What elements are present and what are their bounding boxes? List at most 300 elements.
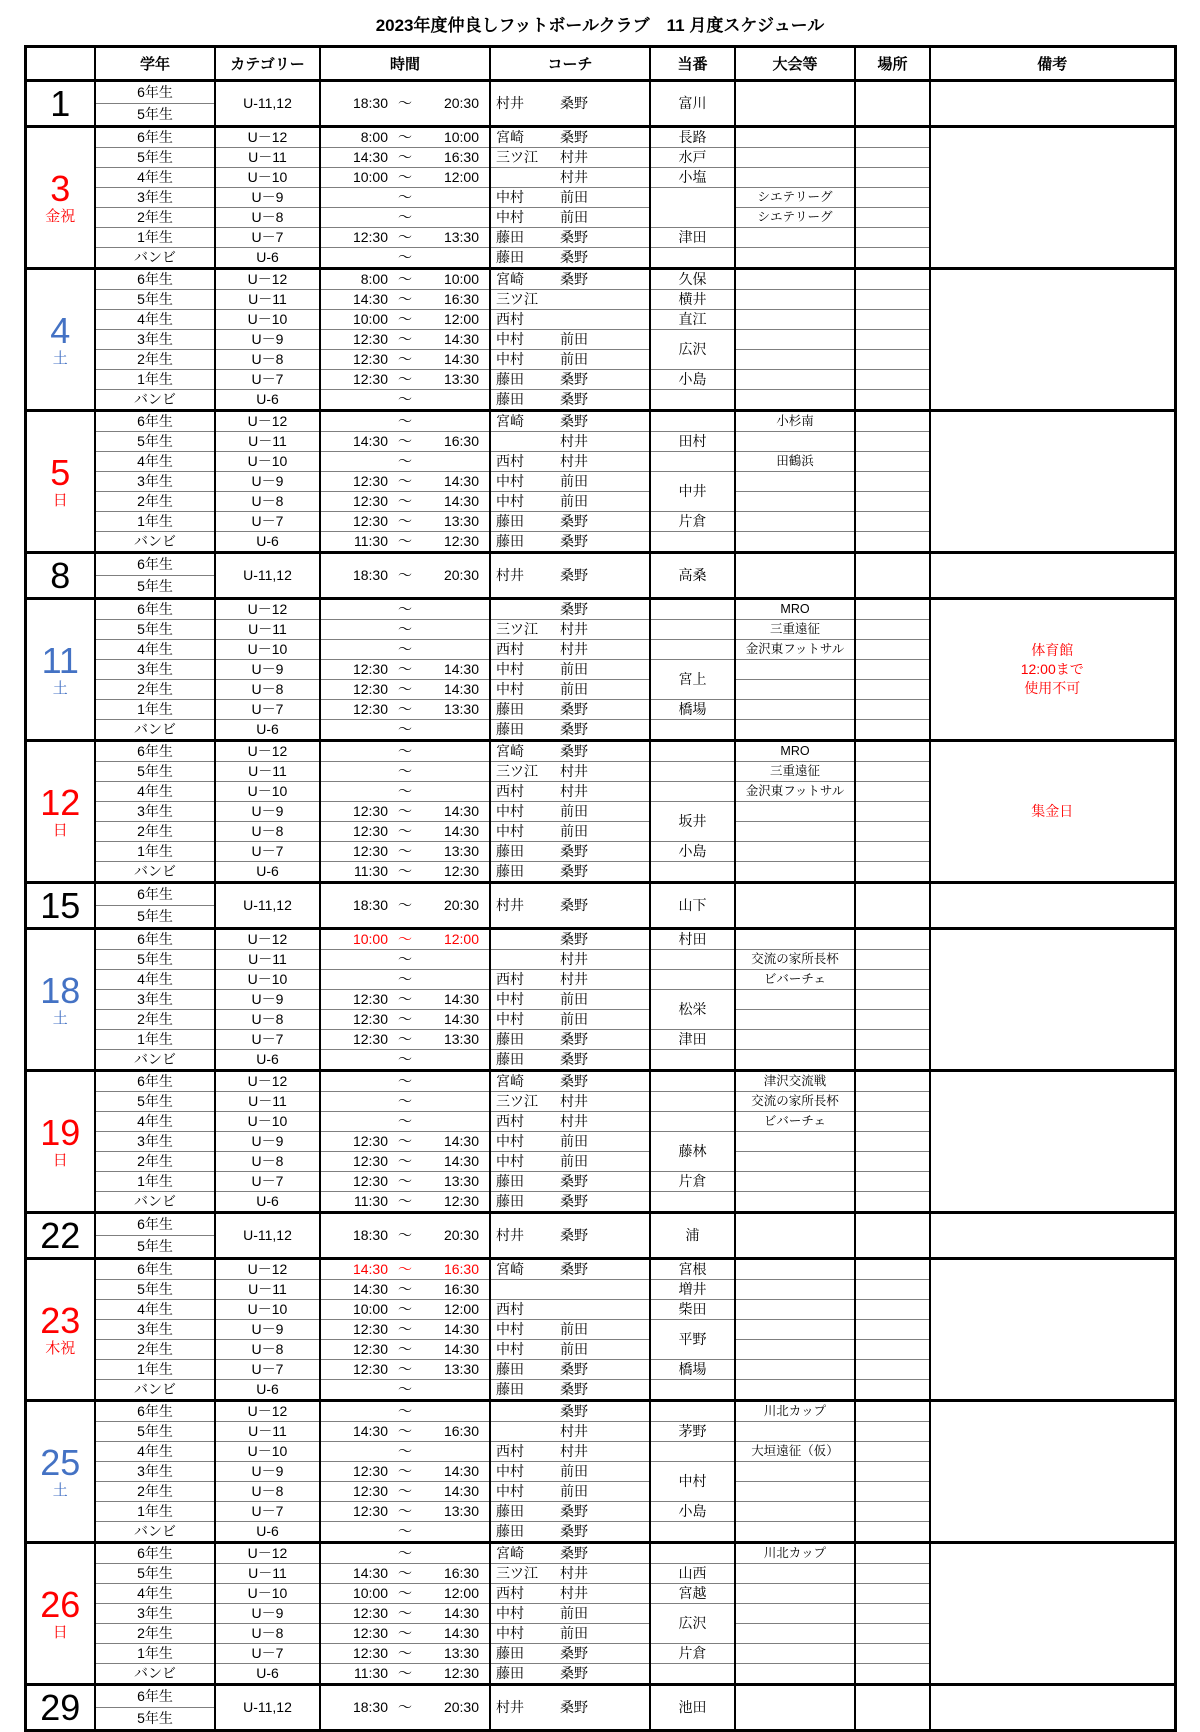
duty-cell xyxy=(650,762,735,782)
time-separator: ～ xyxy=(398,473,412,490)
place-cell xyxy=(855,330,930,350)
grade-cell: 5年生 xyxy=(95,432,215,452)
time-range xyxy=(321,292,489,307)
event-cell xyxy=(735,720,855,741)
place-cell xyxy=(855,1280,930,1300)
duty-cell xyxy=(650,532,735,553)
time-range xyxy=(321,96,489,111)
grade-cell: 5年生 xyxy=(95,1564,215,1584)
grade-cell: 1年生 xyxy=(95,370,215,390)
time-cell xyxy=(320,390,490,411)
date-number: 22 xyxy=(40,1214,81,1256)
coach-name-2: 前田 xyxy=(560,823,588,840)
grade-cell: 1年生 xyxy=(95,1030,215,1050)
duty-cell xyxy=(650,1050,735,1071)
time-separator: ～ xyxy=(398,1093,412,1110)
coach-name-2: 前田 xyxy=(560,681,588,698)
time-end: 13:30 xyxy=(443,229,479,246)
place-cell xyxy=(855,782,930,802)
duty-cell: 橋場 xyxy=(650,1360,735,1380)
coach-name-1: 藤田 xyxy=(496,1665,524,1682)
coach-name-1: 藤田 xyxy=(496,371,524,388)
time-end: 14:30 xyxy=(443,1483,479,1500)
remarks-cell xyxy=(930,1071,1175,1213)
time-separator: ～ xyxy=(398,1645,412,1662)
time-end: 13:30 xyxy=(443,1503,479,1520)
coach-names xyxy=(491,622,649,637)
event-cell: MRO xyxy=(735,599,855,620)
coach-cell xyxy=(490,1340,650,1360)
coach-name-1: 西村 xyxy=(496,1585,524,1602)
time-cell xyxy=(320,1624,490,1644)
coach-cell xyxy=(490,310,650,330)
place-cell xyxy=(855,452,930,472)
time-cell xyxy=(320,472,490,492)
time-start: 12:30 xyxy=(352,843,388,860)
coach-names xyxy=(491,514,649,529)
coach-cell xyxy=(490,950,650,970)
event-cell: シエテリーグ xyxy=(735,188,855,208)
time-cell xyxy=(320,700,490,720)
event-cell xyxy=(735,660,855,680)
coach-cell xyxy=(490,822,650,842)
coach-name-2: 桑野 xyxy=(560,1523,588,1540)
coach-name-1: 三ツ江 xyxy=(496,1093,538,1110)
time-end: 12:30 xyxy=(443,1193,479,1210)
time-range xyxy=(321,1382,489,1397)
time-cell xyxy=(320,452,490,472)
time-end: 14:30 xyxy=(443,1341,479,1358)
grade-cell: 6年生 xyxy=(95,883,215,906)
coach-cell xyxy=(490,929,650,950)
coach-cell xyxy=(490,228,650,248)
time-cell xyxy=(320,350,490,370)
category-cell: U－11 xyxy=(215,620,320,640)
time-end: 14:30 xyxy=(443,661,479,678)
time-range xyxy=(321,952,489,967)
time-range xyxy=(321,1262,489,1277)
coach-name-1: 宮崎 xyxy=(496,1261,524,1278)
coach-name-2: 桑野 xyxy=(560,1193,588,1210)
coach-names xyxy=(491,1262,649,1277)
time-start: 8:00 xyxy=(360,129,388,146)
coach-cell xyxy=(490,620,650,640)
time-cell xyxy=(320,168,490,188)
time-range xyxy=(321,662,489,677)
grade-cell: 2年生 xyxy=(95,1340,215,1360)
remarks-cell xyxy=(930,1401,1175,1543)
category-cell: U－8 xyxy=(215,350,320,370)
duty-cell xyxy=(650,1664,735,1685)
coach-names xyxy=(491,1322,649,1337)
time-start: 10:00 xyxy=(352,1585,388,1602)
place-cell xyxy=(855,1380,930,1401)
category-cell: U－8 xyxy=(215,1482,320,1502)
grade-cell: 3年生 xyxy=(95,1132,215,1152)
event-cell xyxy=(735,862,855,883)
place-cell xyxy=(855,1152,930,1172)
time-end: 14:30 xyxy=(443,1321,479,1338)
coach-cell xyxy=(490,1685,650,1731)
time-range xyxy=(321,764,489,779)
coach-cell xyxy=(490,1259,650,1280)
place-cell xyxy=(855,1564,930,1584)
time-end: 12:00 xyxy=(443,169,479,186)
grade-cell: 1年生 xyxy=(95,1644,215,1664)
coach-names xyxy=(491,844,649,859)
coach-cell xyxy=(490,1030,650,1050)
time-separator: ～ xyxy=(398,1073,412,1090)
category-cell: U－9 xyxy=(215,660,320,680)
time-cell xyxy=(320,1172,490,1192)
remarks-line: 体育館 xyxy=(1031,642,1074,659)
grade-cell: 5年生 xyxy=(95,1280,215,1300)
place-cell xyxy=(855,950,930,970)
event-cell: 三重遠征 xyxy=(735,762,855,782)
place-cell xyxy=(855,1482,930,1502)
coach-cell xyxy=(490,970,650,990)
grade-cell: バンビ xyxy=(95,1380,215,1401)
duty-cell xyxy=(650,188,735,228)
grade-cell: 4年生 xyxy=(95,1442,215,1462)
event-cell xyxy=(735,1584,855,1604)
coach-cell xyxy=(490,1584,650,1604)
remarks-cell xyxy=(930,269,1175,411)
grade-cell: バンビ xyxy=(95,532,215,553)
time-cell xyxy=(320,929,490,950)
time-separator: ～ xyxy=(398,1321,412,1338)
coach-cell xyxy=(490,411,650,432)
schedule-row xyxy=(25,599,1175,620)
grade-cell: 3年生 xyxy=(95,1462,215,1482)
coach-cell xyxy=(490,660,650,680)
grade-cell: 2年生 xyxy=(95,822,215,842)
time-separator: ～ xyxy=(398,681,412,698)
time-separator: ～ xyxy=(398,1443,412,1460)
duty-cell xyxy=(650,1543,735,1564)
coach-name-1: 中村 xyxy=(496,661,524,678)
time-start: 8:00 xyxy=(360,271,388,288)
event-cell xyxy=(735,1030,855,1050)
category-cell: U－8 xyxy=(215,1340,320,1360)
place-cell xyxy=(855,1172,930,1192)
coach-name-2: 桑野 xyxy=(560,1503,588,1520)
duty-cell: 富川 xyxy=(650,81,735,127)
coach-name-2: 桑野 xyxy=(560,567,588,584)
time-separator: ～ xyxy=(398,189,412,206)
coach-name-2: 前田 xyxy=(560,351,588,368)
date-number: 4 xyxy=(50,309,71,351)
coach-name-1: 三ツ江 xyxy=(496,291,538,308)
category-cell: U－12 xyxy=(215,127,320,148)
coach-names xyxy=(491,474,649,489)
coach-name-2: 桑野 xyxy=(560,513,588,530)
grade-cell: 2年生 xyxy=(95,1152,215,1172)
event-cell xyxy=(735,1462,855,1482)
coach-name-1: 藤田 xyxy=(496,1051,524,1068)
time-range xyxy=(321,434,489,449)
coach-name-2: 前田 xyxy=(560,209,588,226)
coach-names xyxy=(491,1228,649,1243)
event-cell: 川北カップ xyxy=(735,1543,855,1564)
coach-name-1: 村井 xyxy=(496,897,524,914)
coach-cell xyxy=(490,1543,650,1564)
time-range xyxy=(321,642,489,657)
grade-cell: 6年生 xyxy=(95,1543,215,1564)
grade-cell: 3年生 xyxy=(95,330,215,350)
coach-name-2: 前田 xyxy=(560,331,588,348)
event-cell xyxy=(735,1502,855,1522)
time-separator: ～ xyxy=(398,621,412,638)
time-range xyxy=(321,150,489,165)
time-start: 14:30 xyxy=(352,1261,388,1278)
duty-cell: 片倉 xyxy=(650,1172,735,1192)
category-cell: U-11,12 xyxy=(215,553,320,599)
time-cell xyxy=(320,1320,490,1340)
coach-cell xyxy=(490,390,650,411)
time-start: 12:30 xyxy=(352,1321,388,1338)
event-cell xyxy=(735,1604,855,1624)
coach-cell xyxy=(490,81,650,127)
time-range xyxy=(321,804,489,819)
time-separator: ～ xyxy=(398,453,412,470)
coach-name-2: 桑野 xyxy=(560,1031,588,1048)
category-cell: U－7 xyxy=(215,228,320,248)
time-end: 14:30 xyxy=(443,1463,479,1480)
time-separator: ～ xyxy=(398,1261,412,1278)
coach-names xyxy=(491,1566,649,1581)
coach-name-1: 西村 xyxy=(496,1301,524,1318)
time-separator: ～ xyxy=(398,1483,412,1500)
duty-cell: 宮根 xyxy=(650,1259,735,1280)
date-number: 26 xyxy=(40,1583,81,1625)
time-cell xyxy=(320,1664,490,1685)
time-cell xyxy=(320,970,490,990)
coach-name-1: 中村 xyxy=(496,823,524,840)
time-end: 12:30 xyxy=(443,863,479,880)
day-of-week-label: 金祝 xyxy=(45,207,76,225)
event-cell xyxy=(735,330,855,350)
event-cell xyxy=(735,472,855,492)
coach-name-2: 村井 xyxy=(560,783,588,800)
time-start: 12:30 xyxy=(352,229,388,246)
time-cell xyxy=(320,1192,490,1213)
time-start: 12:30 xyxy=(352,661,388,678)
place-cell xyxy=(855,680,930,700)
place-cell xyxy=(855,883,930,929)
time-range xyxy=(321,1586,489,1601)
date-number: 5 xyxy=(50,451,71,493)
time-cell xyxy=(320,532,490,553)
time-start: 12:30 xyxy=(352,1605,388,1622)
date-cell xyxy=(25,599,95,741)
event-cell: 津沢交流戦 xyxy=(735,1071,855,1092)
grade-cell: 1年生 xyxy=(95,512,215,532)
coach-name-2: 村井 xyxy=(560,1113,588,1130)
place-cell xyxy=(855,1010,930,1030)
time-end: 13:30 xyxy=(443,1173,479,1190)
coach-name-2: 桑野 xyxy=(560,95,588,112)
time-range xyxy=(321,1566,489,1581)
time-separator: ～ xyxy=(398,1503,412,1520)
coach-name-1: 宮崎 xyxy=(496,1545,524,1562)
coach-name-2: 前田 xyxy=(560,991,588,1008)
schedule-row xyxy=(25,553,1175,576)
coach-name-2: 桑野 xyxy=(560,863,588,880)
time-range xyxy=(321,784,489,799)
coach-name-1: 宮崎 xyxy=(496,413,524,430)
coach-cell xyxy=(490,1564,650,1584)
time-separator: ～ xyxy=(398,1031,412,1048)
duty-cell xyxy=(650,390,735,411)
grade-cell: 4年生 xyxy=(95,310,215,330)
time-end: 14:30 xyxy=(443,351,479,368)
coach-name-2: 村井 xyxy=(560,1565,588,1582)
duty-cell xyxy=(650,1380,735,1401)
coach-name-1: 藤田 xyxy=(496,721,524,738)
time-end: 14:30 xyxy=(443,331,479,348)
date-number: 19 xyxy=(40,1111,81,1153)
time-cell xyxy=(320,842,490,862)
event-cell xyxy=(735,842,855,862)
time-cell xyxy=(320,1422,490,1442)
event-cell xyxy=(735,1300,855,1320)
coach-names xyxy=(491,1546,649,1561)
time-end: 16:30 xyxy=(443,1281,479,1298)
grade-cell: 3年生 xyxy=(95,1604,215,1624)
coach-name-1: 藤田 xyxy=(496,1361,524,1378)
category-cell: U－9 xyxy=(215,990,320,1010)
coach-cell xyxy=(490,1502,650,1522)
coach-name-2: 村井 xyxy=(560,1585,588,1602)
time-range xyxy=(321,392,489,407)
time-separator: ～ xyxy=(398,823,412,840)
time-separator: ～ xyxy=(398,311,412,328)
time-start: 12:30 xyxy=(352,1483,388,1500)
time-cell xyxy=(320,310,490,330)
event-cell xyxy=(735,1280,855,1300)
date-number: 1 xyxy=(50,82,71,124)
category-cell: U－10 xyxy=(215,782,320,802)
time-cell xyxy=(320,1280,490,1300)
grade-cell: 6年生 xyxy=(95,127,215,148)
coach-names xyxy=(491,392,649,407)
grade-cell: 6年生 xyxy=(95,411,215,432)
coach-names xyxy=(491,1382,649,1397)
coach-name-2: 桑野 xyxy=(560,229,588,246)
coach-name-1: 藤田 xyxy=(496,249,524,266)
time-separator: ～ xyxy=(398,601,412,618)
time-end: 13:30 xyxy=(443,1645,479,1662)
time-separator: ～ xyxy=(398,1173,412,1190)
time-cell xyxy=(320,1132,490,1152)
day-of-week-label: 土 xyxy=(52,1481,68,1499)
schedule-body xyxy=(25,81,1175,1731)
category-cell: U－12 xyxy=(215,929,320,950)
time-cell xyxy=(320,640,490,660)
place-cell xyxy=(855,1213,930,1259)
time-separator: ～ xyxy=(398,1605,412,1622)
page-title: 2023年度仲良しフットボールクラブ 11 月度スケジュール xyxy=(375,16,825,35)
coach-names xyxy=(491,1302,649,1317)
place-cell xyxy=(855,762,930,782)
time-range xyxy=(321,534,489,549)
coach-name-2: 桑野 xyxy=(560,1545,588,1562)
coach-name-1: 藤田 xyxy=(496,1381,524,1398)
time-end: 10:00 xyxy=(443,129,479,146)
place-cell xyxy=(855,1401,930,1422)
coach-name-1: 藤田 xyxy=(496,391,524,408)
coach-cell xyxy=(490,1462,650,1482)
category-cell: U－11 xyxy=(215,1280,320,1300)
coach-cell xyxy=(490,1422,650,1442)
time-end: 10:00 xyxy=(443,271,479,288)
duty-cell: 池田 xyxy=(650,1685,735,1731)
time-range xyxy=(321,1504,489,1519)
time-end: 12:00 xyxy=(443,1585,479,1602)
time-start: 11:30 xyxy=(354,533,388,550)
column-header-time: 時間 xyxy=(320,47,490,81)
time-range xyxy=(321,190,489,205)
place-cell xyxy=(855,168,930,188)
time-cell xyxy=(320,680,490,700)
duty-cell xyxy=(650,1522,735,1543)
time-end: 13:30 xyxy=(443,371,479,388)
coach-cell xyxy=(490,1664,650,1685)
coach-names xyxy=(491,534,649,549)
event-cell xyxy=(735,822,855,842)
coach-name-1: 藤田 xyxy=(496,229,524,246)
time-start: 12:30 xyxy=(352,513,388,530)
category-cell: U－8 xyxy=(215,1010,320,1030)
category-cell: U－8 xyxy=(215,492,320,512)
time-start: 12:30 xyxy=(352,1031,388,1048)
duty-cell xyxy=(650,1071,735,1092)
time-separator: ～ xyxy=(398,1523,412,1540)
date-number: 18 xyxy=(40,969,81,1011)
time-start: 12:30 xyxy=(352,1173,388,1190)
coach-names xyxy=(491,1606,649,1621)
coach-name-1: 藤田 xyxy=(496,1193,524,1210)
event-cell: ビバーチェ xyxy=(735,970,855,990)
coach-name-1: 中村 xyxy=(496,1605,524,1622)
time-separator: ～ xyxy=(398,351,412,368)
time-range xyxy=(321,1134,489,1149)
coach-name-1: 中村 xyxy=(496,1133,524,1150)
event-cell: 交流の家所長杯 xyxy=(735,1092,855,1112)
coach-names xyxy=(491,662,649,677)
time-range xyxy=(321,474,489,489)
grade-cell: 5年生 xyxy=(95,148,215,168)
coach-cell xyxy=(490,1482,650,1502)
category-cell: U－9 xyxy=(215,802,320,822)
category-cell: U－12 xyxy=(215,1543,320,1564)
time-cell xyxy=(320,148,490,168)
time-separator: ～ xyxy=(398,1403,412,1420)
event-cell xyxy=(735,228,855,248)
duty-cell: 久保 xyxy=(650,269,735,290)
duty-cell xyxy=(650,720,735,741)
time-separator: ～ xyxy=(398,1585,412,1602)
category-cell: U－7 xyxy=(215,1502,320,1522)
duty-cell: 柴田 xyxy=(650,1300,735,1320)
time-end: 13:30 xyxy=(443,1031,479,1048)
grade-cell: 6年生 xyxy=(95,929,215,950)
coach-name-1: 藤田 xyxy=(496,533,524,550)
schedule-row xyxy=(25,127,1175,148)
time-range xyxy=(321,1032,489,1047)
coach-names xyxy=(491,824,649,839)
